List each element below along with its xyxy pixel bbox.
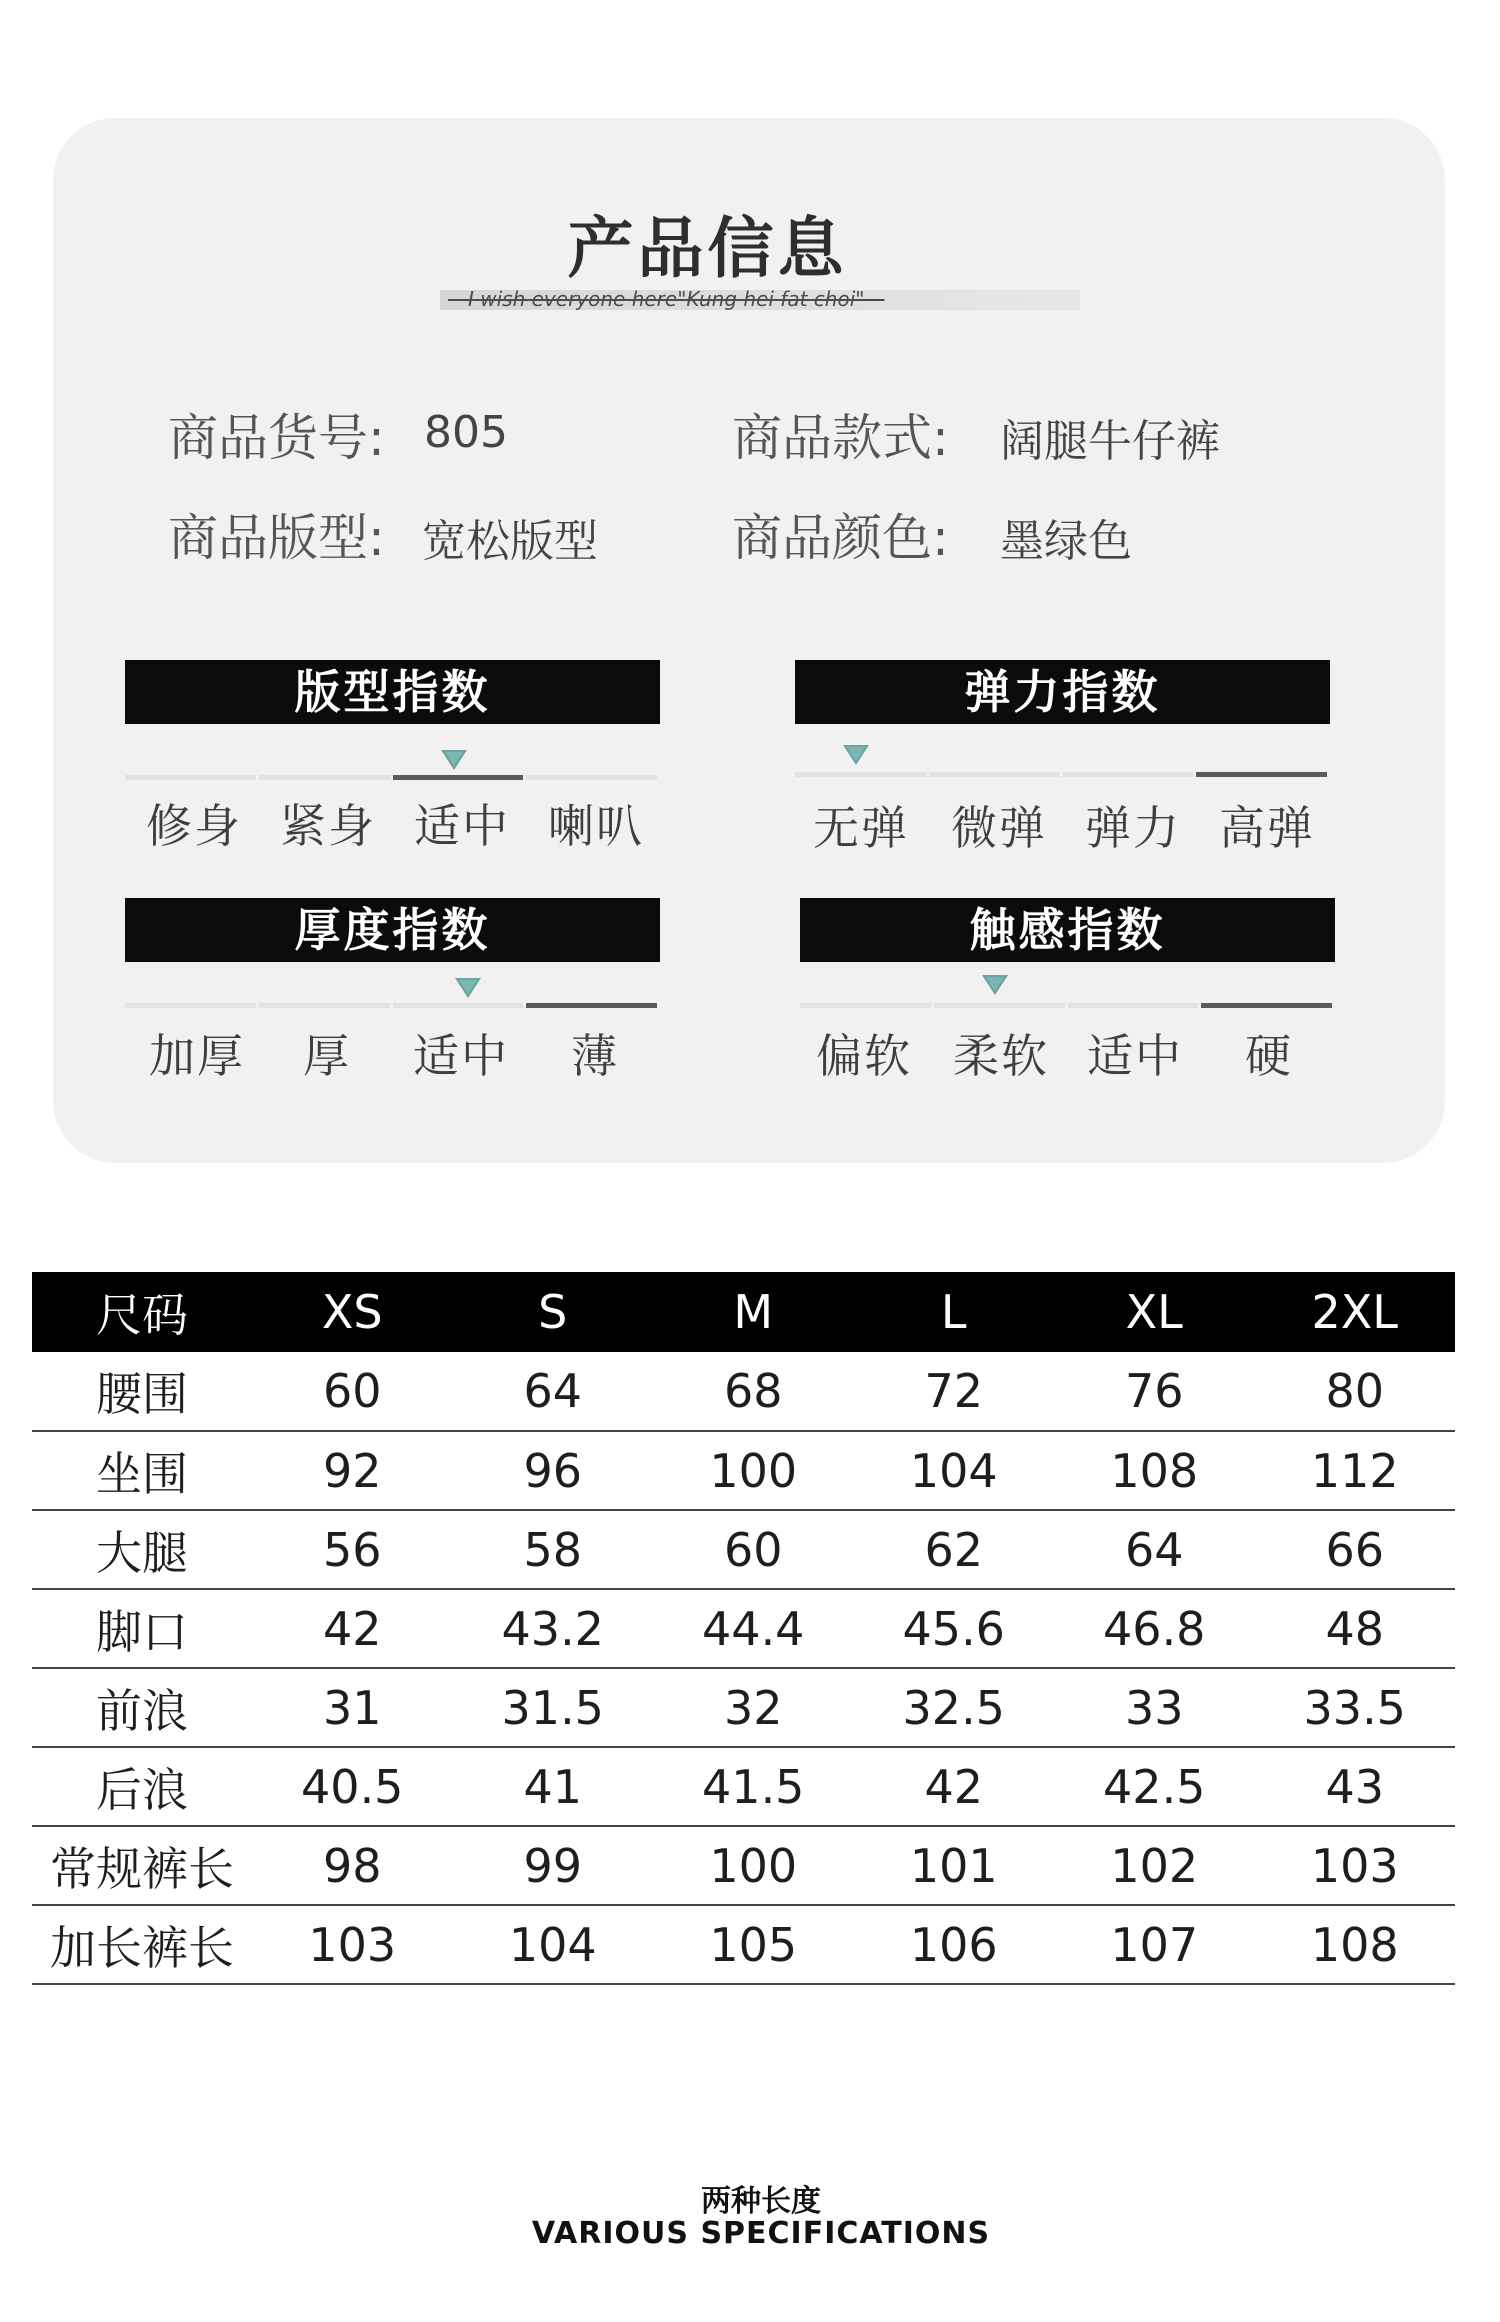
item-no-value: 805 (424, 407, 508, 458)
table-cell: 42.5 (1054, 1747, 1255, 1826)
table-cell: 43.2 (453, 1589, 654, 1668)
touch-option: 硬 (1245, 1029, 1293, 1083)
size-table-header (32, 1272, 1455, 1352)
table-cell: 112 (1255, 1431, 1456, 1510)
table-row (32, 1905, 1455, 1984)
table-cell: 105 (653, 1905, 854, 1984)
table-cell: 66 (1255, 1510, 1456, 1589)
subtitle: —I wish everyone here"Kung hei fat choi"— (448, 287, 885, 311)
row-label: 常规裤长 (32, 1826, 252, 1905)
table-cell: 40.5 (252, 1747, 453, 1826)
table-cell: 45.6 (854, 1589, 1055, 1668)
touch-option: 适中 (1087, 1029, 1183, 1083)
thickness-option: 适中 (413, 1029, 509, 1083)
table-row (32, 1352, 1455, 1431)
row-label: 脚口 (32, 1589, 252, 1668)
table-cell: 41 (453, 1747, 654, 1826)
table-cell: 58 (453, 1510, 654, 1589)
header-cell: 尺码 (32, 1272, 252, 1352)
table-cell: 99 (453, 1826, 654, 1905)
scale-segment (929, 772, 1060, 777)
table-cell: 46.8 (1054, 1589, 1255, 1668)
thickness-index-title: 厚度指数 (125, 898, 660, 962)
color-label: 商品颜色: (732, 509, 949, 567)
stretch-index-scale (795, 772, 1330, 780)
scale-segment (125, 775, 256, 780)
touch-option: 偏软 (816, 1029, 912, 1083)
row-label: 大腿 (32, 1510, 252, 1589)
stretch-index-title: 弹力指数 (795, 660, 1330, 724)
table-row (32, 1589, 1455, 1668)
style-label: 商品款式: (732, 409, 949, 467)
page-title: 产品信息 (567, 210, 848, 287)
header-cell: 2XL (1255, 1272, 1456, 1352)
touch-option: 柔软 (953, 1029, 1049, 1083)
row-label: 前浪 (32, 1668, 252, 1747)
row-label: 后浪 (32, 1747, 252, 1826)
table-cell: 60 (252, 1352, 453, 1431)
table-cell: 64 (1054, 1510, 1255, 1589)
table-cell: 32.5 (854, 1668, 1055, 1747)
style-value: 阔腿牛仔裤 (1000, 416, 1220, 467)
scale-segment (526, 1003, 657, 1008)
size-table (32, 1272, 1455, 1985)
fit-option: 喇叭 (548, 799, 644, 853)
table-cell: 33.5 (1255, 1668, 1456, 1747)
header-cell: XS (252, 1272, 453, 1352)
table-cell: 31 (252, 1668, 453, 1747)
scale-segment (259, 1003, 390, 1008)
table-cell: 96 (453, 1431, 654, 1510)
table-cell: 44.4 (653, 1589, 854, 1668)
table-row (32, 1431, 1455, 1510)
table-cell: 103 (252, 1905, 453, 1984)
table-cell: 42 (252, 1589, 453, 1668)
scale-segment (526, 775, 657, 780)
stretch-option: 微弹 (951, 801, 1047, 855)
scale-segment (125, 1003, 256, 1008)
table-cell: 56 (252, 1510, 453, 1589)
table-cell: 68 (653, 1352, 854, 1431)
thickness-option: 厚 (303, 1029, 351, 1083)
stretch-index-marker (843, 745, 869, 765)
table-cell: 100 (653, 1431, 854, 1510)
scale-segment (1196, 772, 1327, 777)
table-cell: 76 (1054, 1352, 1255, 1431)
table-cell: 42 (854, 1747, 1055, 1826)
color-value: 墨绿色 (1000, 516, 1132, 567)
scale-segment-selected (393, 775, 524, 780)
table-cell: 103 (1255, 1826, 1456, 1905)
table-row (32, 1510, 1455, 1589)
fit-option: 修身 (146, 799, 242, 853)
fit-label: 商品版型: (168, 509, 385, 567)
stretch-option: 无弹 (813, 801, 909, 855)
table-cell: 98 (252, 1826, 453, 1905)
table-cell: 100 (653, 1826, 854, 1905)
scale-segment (393, 1003, 524, 1008)
row-label: 坐围 (32, 1431, 252, 1510)
header-cell: M (653, 1272, 854, 1352)
scale-segment (259, 775, 390, 780)
row-label: 加长裤长 (32, 1905, 252, 1984)
thickness-option: 加厚 (149, 1029, 245, 1083)
table-cell: 72 (854, 1352, 1055, 1431)
stretch-option: 高弹 (1219, 801, 1315, 855)
footer-title-cn: 两种长度 (701, 2184, 821, 2219)
footer-title-en: VARIOUS SPECIFICATIONS (531, 2216, 991, 2251)
item-no-label: 商品货号: (168, 409, 385, 467)
table-cell: 108 (1255, 1905, 1456, 1984)
scale-segment (934, 1003, 1065, 1008)
table-cell: 60 (653, 1510, 854, 1589)
table-cell: 106 (854, 1905, 1055, 1984)
table-cell: 107 (1054, 1905, 1255, 1984)
touch-index-title: 触感指数 (800, 898, 1335, 962)
fit-option: 适中 (414, 799, 510, 853)
row-label: 腰围 (32, 1352, 252, 1431)
table-cell: 62 (854, 1510, 1055, 1589)
touch-index-scale (800, 1003, 1335, 1011)
scale-segment (800, 1003, 931, 1008)
fit-index-scale (125, 775, 660, 783)
thickness-option: 薄 (571, 1029, 619, 1083)
scale-segment (1063, 772, 1194, 777)
table-cell: 31.5 (453, 1668, 654, 1747)
table-cell: 80 (1255, 1352, 1456, 1431)
thickness-index-marker (455, 978, 481, 998)
table-cell: 102 (1054, 1826, 1255, 1905)
table-cell: 33 (1054, 1668, 1255, 1747)
header-cell: S (453, 1272, 654, 1352)
scale-segment-selected (795, 772, 926, 777)
fit-option: 紧身 (280, 799, 376, 853)
table-cell: 48 (1255, 1589, 1456, 1668)
table-row (32, 1826, 1455, 1905)
fit-value: 宽松版型 (422, 516, 598, 567)
stretch-option: 弹力 (1085, 801, 1181, 855)
touch-index-marker (982, 975, 1008, 995)
table-row (32, 1668, 1455, 1747)
scale-segment (1201, 1003, 1332, 1008)
table-cell: 108 (1054, 1431, 1255, 1510)
scale-segment (1068, 1003, 1199, 1008)
header-cell: XL (1054, 1272, 1255, 1352)
thickness-index-scale (125, 1003, 660, 1011)
table-cell: 43 (1255, 1747, 1456, 1826)
table-cell: 32 (653, 1668, 854, 1747)
table-cell: 64 (453, 1352, 654, 1431)
fit-index-marker (441, 750, 467, 770)
header-cell: L (854, 1272, 1055, 1352)
table-cell: 92 (252, 1431, 453, 1510)
table-cell: 104 (854, 1431, 1055, 1510)
table-row (32, 1747, 1455, 1826)
table-cell: 101 (854, 1826, 1055, 1905)
fit-index-title: 版型指数 (125, 660, 660, 724)
table-cell: 41.5 (653, 1747, 854, 1826)
table-cell: 104 (453, 1905, 654, 1984)
